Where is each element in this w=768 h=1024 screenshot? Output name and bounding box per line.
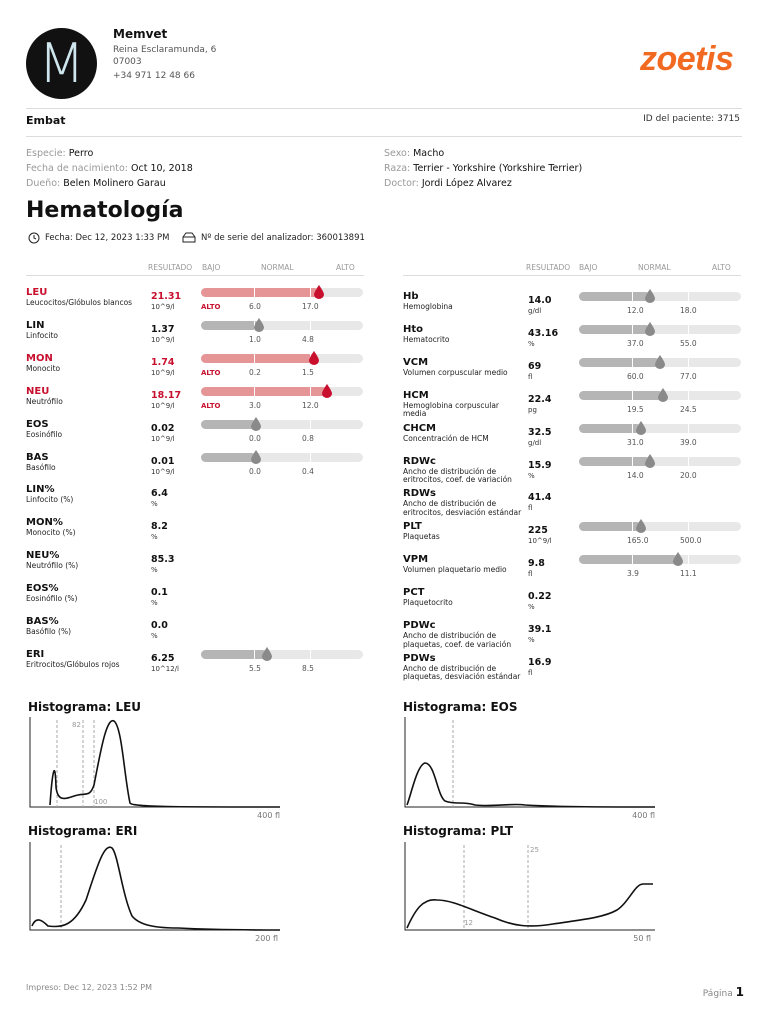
- clinic-name: Memvet: [113, 27, 168, 41]
- result-value: 0.1: [151, 587, 168, 599]
- result-value: 1.74: [151, 356, 175, 368]
- result-name: Ancho de distribución de eritrocitos, desviación estándar: [403, 499, 522, 517]
- ref-high: 500.0: [680, 536, 702, 546]
- ref-high: 0.4: [302, 466, 314, 476]
- result-abbr: CHCM: [403, 422, 436, 434]
- result-abbr: VPM: [403, 554, 429, 566]
- range-bar-fill: [201, 354, 314, 363]
- value-marker-icon: [645, 453, 655, 467]
- high-flag: ALTO: [201, 368, 221, 377]
- result-value: 43.16: [528, 327, 559, 339]
- value-marker-icon: [658, 387, 668, 401]
- result-unit: 10^9/l: [151, 303, 175, 311]
- result-unit: %: [151, 599, 158, 608]
- range-high-tick: [310, 387, 311, 396]
- result-abbr: MON: [26, 352, 53, 364]
- result-value: 22.4: [528, 393, 552, 405]
- range-bar: [201, 288, 363, 297]
- patient-name: Embat: [26, 114, 66, 127]
- result-unit: %: [151, 632, 158, 640]
- result-abbr: LIN: [26, 319, 45, 331]
- range-bar: [579, 555, 741, 564]
- value-marker-icon: [322, 383, 332, 397]
- ref-high: 55.0: [680, 338, 697, 348]
- range-high-tick: [688, 555, 689, 564]
- range-bar: [579, 522, 741, 531]
- range-high-tick: [688, 424, 689, 433]
- result-value: 14.0: [528, 295, 552, 306]
- result-name: Volumen corpuscular medio: [403, 367, 508, 377]
- ref-low: 6.0: [249, 302, 261, 311]
- result-name: Hemoglobina: [403, 302, 453, 311]
- clock-icon: [28, 232, 40, 244]
- clinic-address: Reina Esclaramunda, 6: [113, 45, 217, 55]
- result-abbr: BAS: [26, 451, 49, 463]
- range-bar-fill: [201, 420, 256, 429]
- range-bar-fill: [579, 292, 650, 301]
- range-bar-fill: [579, 391, 663, 400]
- value-marker-icon: [673, 551, 683, 565]
- value-marker-icon: [262, 646, 272, 660]
- result-abbr: PDWs: [403, 652, 436, 664]
- ref-high: 18.0: [680, 306, 697, 315]
- value-marker-icon: [645, 288, 655, 302]
- owner: Dueño: Belen Molinero Garau: [26, 178, 166, 189]
- range-low-tick: [254, 387, 255, 396]
- header-rule: [403, 275, 741, 276]
- range-bar: [201, 453, 363, 462]
- ref-high: 8.5: [302, 663, 314, 673]
- histogram-plt: [403, 840, 659, 946]
- ref-high: 4.8: [302, 334, 314, 344]
- value-marker-icon: [254, 317, 264, 331]
- range-bar-fill: [201, 650, 267, 659]
- range-bar-fill: [579, 555, 678, 564]
- histogram-eos: [403, 715, 659, 821]
- result-value: 1.37: [151, 323, 175, 335]
- ref-high: 20.0: [680, 470, 697, 480]
- range-high-tick: [310, 650, 311, 659]
- ref-high: 12.0: [302, 400, 319, 410]
- range-high-tick: [688, 457, 689, 466]
- ref-low: 60.0: [627, 371, 644, 381]
- result-abbr: PCT: [403, 587, 425, 599]
- result-value: 0.0: [151, 620, 168, 631]
- result-unit: 10^9/l: [151, 434, 175, 443]
- breed: Raza: Terrier - Yorkshire (Yorkshire Terrier): [384, 163, 583, 174]
- result-name: Ancho de distribución de plaquetas, coef. de variación: [403, 631, 512, 649]
- result-abbr: PDWc: [403, 620, 436, 631]
- result-unit: pg: [528, 405, 537, 414]
- range-low-tick: [632, 522, 633, 531]
- range-bar: [201, 387, 363, 396]
- range-bar: [579, 358, 741, 367]
- result-abbr: ERI: [26, 648, 45, 660]
- divider: [26, 136, 742, 137]
- result-value: 6.4: [151, 488, 168, 500]
- ref-low: 1.0: [249, 334, 261, 344]
- result-name: Linfocito: [26, 330, 58, 340]
- result-name: Eosinófilo (%): [26, 594, 78, 604]
- result-name: Neutrófilo (%): [26, 561, 79, 571]
- clinic-logo-letter: M: [38, 31, 85, 95]
- ref-low: 14.0: [627, 470, 644, 480]
- range-bar: [579, 424, 741, 433]
- result-value: 15.9: [528, 459, 552, 471]
- range-low-tick: [632, 457, 633, 466]
- ref-low: 5.5: [249, 663, 261, 673]
- histogram-eri: [28, 840, 284, 946]
- range-bar: [579, 457, 741, 466]
- result-name: Plaquetocrito: [403, 598, 453, 608]
- brand-logo: zoetis: [640, 40, 734, 78]
- range-bar: [201, 354, 363, 363]
- result-abbr: PLT: [403, 521, 422, 533]
- result-value: 69: [528, 360, 542, 372]
- col-result: RESULTADO: [526, 263, 571, 272]
- result-value: 8.2: [151, 521, 168, 533]
- ref-low: 0.0: [249, 466, 261, 476]
- col-high: ALTO: [336, 263, 355, 272]
- range-bar-fill: [579, 358, 660, 367]
- result-name: Monocito: [26, 363, 61, 373]
- result-abbr: BAS%: [26, 616, 59, 627]
- value-marker-icon: [251, 416, 261, 430]
- histogram-title: Histograma: LEU: [28, 700, 142, 714]
- report-date: Fecha: Dec 12, 2023 1:33 PM: [28, 232, 169, 244]
- ref-low: 3.0: [249, 400, 261, 410]
- doctor: Doctor: Jordi López Alvarez: [384, 178, 512, 189]
- range-bar: [579, 292, 741, 301]
- result-name: Eosinófilo: [26, 429, 63, 439]
- clinic-logo: [26, 28, 97, 99]
- col-high: ALTO: [712, 263, 731, 272]
- ref-high: 77.0: [680, 371, 697, 381]
- result-name: Neutrófilo: [26, 396, 63, 406]
- birth-date: Fecha de nacimiento: Oct 10, 2018: [26, 163, 193, 174]
- range-bar: [201, 420, 363, 429]
- result-name: Plaquetas: [403, 532, 440, 542]
- ref-low: 3.9: [627, 569, 639, 579]
- result-unit: %: [151, 566, 158, 575]
- result-value: 0.02: [151, 422, 175, 434]
- range-low-tick: [632, 391, 633, 400]
- result-abbr: LEU: [26, 287, 48, 298]
- range-low-tick: [632, 358, 633, 367]
- ref-low: 37.0: [627, 338, 644, 348]
- result-unit: fl: [528, 504, 533, 513]
- result-name: Hemoglobina corpuscular media: [403, 400, 500, 419]
- range-bar: [579, 391, 741, 400]
- histogram-marker: 25: [530, 846, 539, 854]
- result-unit: fl: [528, 570, 533, 579]
- histogram-title: Histograma: ERI: [28, 824, 138, 838]
- col-low: BAJO: [202, 263, 221, 272]
- result-unit: fl: [528, 668, 533, 677]
- result-value: 32.5: [528, 426, 552, 438]
- result-abbr: MON%: [26, 517, 63, 529]
- result-abbr: EOS%: [26, 583, 59, 595]
- histogram-marker: 12: [464, 919, 473, 927]
- ref-low: 0.2: [249, 367, 261, 377]
- result-abbr: HCM: [403, 389, 429, 401]
- result-name: Ancho de distribución de eritrocitos, coef. de variación: [403, 466, 512, 484]
- result-value: 6.25: [151, 652, 175, 664]
- result-name: Basófilo (%): [26, 627, 71, 636]
- range-high-tick: [688, 325, 689, 334]
- result-value: 0.22: [528, 591, 552, 603]
- result-name: Linfocito (%): [26, 495, 74, 505]
- result-value: 39.1: [528, 624, 552, 635]
- analyzer-serial: Nº de serie del analizador: 360013891: [182, 232, 365, 243]
- histogram-marker: 100: [94, 798, 108, 806]
- high-flag: ALTO: [201, 303, 221, 311]
- value-marker-icon: [645, 321, 655, 335]
- col-low: BAJO: [579, 263, 598, 272]
- range-high-tick: [688, 391, 689, 400]
- ref-low: 12.0: [627, 306, 644, 315]
- result-value: 225: [528, 525, 548, 537]
- range-high-tick: [310, 321, 311, 330]
- divider: [26, 108, 742, 109]
- result-unit: g/dl: [528, 438, 542, 447]
- ref-low: 31.0: [627, 437, 644, 447]
- clinic-zip: 07003: [113, 57, 142, 67]
- result-abbr: NEU%: [26, 550, 60, 562]
- result-unit: %: [528, 636, 535, 644]
- range-bar-fill: [201, 288, 319, 297]
- range-high-tick: [310, 453, 311, 462]
- result-abbr: RDWc: [403, 455, 436, 467]
- range-bar-fill: [201, 321, 259, 330]
- patient-id: ID del paciente: 3715: [643, 114, 740, 124]
- histogram-axis-max: 50 fl: [633, 934, 651, 943]
- result-abbr: Hb: [403, 291, 419, 302]
- value-marker-icon: [251, 449, 261, 463]
- ref-high: 0.8: [302, 433, 314, 443]
- result-name: Basófilo: [26, 462, 56, 472]
- result-abbr: Hto: [403, 323, 424, 335]
- header-rule: [26, 275, 364, 276]
- high-flag: ALTO: [201, 401, 221, 410]
- result-unit: 10^9/l: [151, 335, 175, 344]
- result-unit: g/dl: [528, 307, 542, 315]
- histogram-axis-max: 400 fl: [257, 811, 280, 820]
- value-marker-icon: [309, 350, 319, 364]
- result-value: 85.3: [151, 554, 175, 566]
- range-high-tick: [688, 292, 689, 301]
- col-normal: NORMAL: [638, 263, 671, 272]
- range-bar: [201, 650, 363, 659]
- value-marker-icon: [636, 518, 646, 532]
- range-low-tick: [254, 354, 255, 363]
- result-value: 18.17: [151, 389, 182, 401]
- value-marker-icon: [655, 354, 665, 368]
- result-abbr: EOS: [26, 418, 49, 430]
- ref-high: 39.0: [680, 437, 697, 447]
- histogram-title: Histograma: EOS: [403, 700, 518, 714]
- sex: Sexo: Macho: [384, 148, 445, 159]
- result-value: 0.01: [151, 455, 175, 467]
- range-low-tick: [254, 288, 255, 297]
- range-low-tick: [632, 325, 633, 334]
- ref-high: 17.0: [302, 302, 319, 311]
- range-bar-fill: [201, 453, 256, 462]
- range-high-tick: [310, 288, 311, 297]
- histogram-leu: [28, 715, 284, 821]
- result-name: Ancho de distribución de plaquetas, desviación estándar: [403, 663, 521, 682]
- result-unit: %: [151, 533, 158, 542]
- ref-low: 19.5: [627, 404, 644, 414]
- result-name: Leucocitos/Glóbulos blancos: [26, 298, 133, 307]
- result-unit: %: [528, 603, 535, 612]
- histogram-axis-max: 400 fl: [632, 811, 655, 820]
- result-name: Volumen plaquetario medio: [403, 565, 507, 575]
- range-high-tick: [688, 358, 689, 367]
- range-low-tick: [632, 555, 633, 564]
- ref-high: 24.5: [680, 404, 697, 414]
- result-value: 9.8: [528, 558, 545, 570]
- ref-low: 165.0: [627, 536, 649, 546]
- range-high-tick: [310, 420, 311, 429]
- print-timestamp: Impreso: Dec 12, 2023 1:52 PM: [26, 983, 152, 992]
- col-normal: NORMAL: [261, 263, 294, 272]
- result-unit: 10^9/l: [151, 401, 175, 410]
- histogram-title: Histograma: PLT: [403, 824, 514, 838]
- clinic-phone: +34 971 12 48 66: [113, 71, 195, 81]
- value-marker-icon: [314, 284, 324, 298]
- result-unit: 10^12/l: [151, 664, 179, 673]
- range-bar-fill: [579, 325, 650, 334]
- histogram-axis-max: 200 fl: [255, 934, 278, 943]
- result-value: 16.9: [528, 656, 552, 668]
- result-name: Monocito (%): [26, 528, 76, 538]
- ref-low: 0.0: [249, 433, 261, 443]
- range-bar-fill: [579, 457, 650, 466]
- result-unit: %: [528, 339, 535, 348]
- col-result: RESULTADO: [148, 263, 193, 272]
- result-unit: 10^9/l: [528, 537, 552, 546]
- range-bar: [579, 325, 741, 334]
- result-name: Hematocrito: [403, 334, 450, 344]
- result-abbr: NEU: [26, 385, 50, 397]
- ref-high: 11.1: [680, 569, 697, 579]
- result-value: 21.31: [151, 291, 182, 302]
- range-bar: [201, 321, 363, 330]
- page-number: Página 1: [702, 985, 744, 999]
- result-unit: 10^9/l: [151, 368, 175, 377]
- range-low-tick: [254, 650, 255, 659]
- species: Especie: Perro: [26, 148, 94, 159]
- range-low-tick: [632, 424, 633, 433]
- ref-high: 1.5: [302, 367, 314, 377]
- result-abbr: VCM: [403, 356, 429, 368]
- result-abbr: RDWs: [403, 488, 436, 500]
- histogram-marker: 82: [72, 721, 81, 729]
- result-unit: %: [528, 471, 535, 480]
- analyzer-icon: [182, 232, 196, 243]
- range-bar-fill: [201, 387, 327, 396]
- result-abbr: LIN%: [26, 484, 55, 496]
- value-marker-icon: [636, 420, 646, 434]
- result-unit: fl: [528, 372, 533, 381]
- result-unit: 10^9/l: [151, 467, 175, 476]
- result-name: Eritrocitos/Glóbulos rojos: [26, 659, 120, 669]
- result-name: Concentración de HCM: [403, 433, 489, 443]
- result-value: 41.4: [528, 492, 552, 504]
- result-unit: %: [151, 500, 158, 509]
- range-high-tick: [688, 522, 689, 531]
- page-title: Hematología: [26, 198, 184, 223]
- range-low-tick: [632, 292, 633, 301]
